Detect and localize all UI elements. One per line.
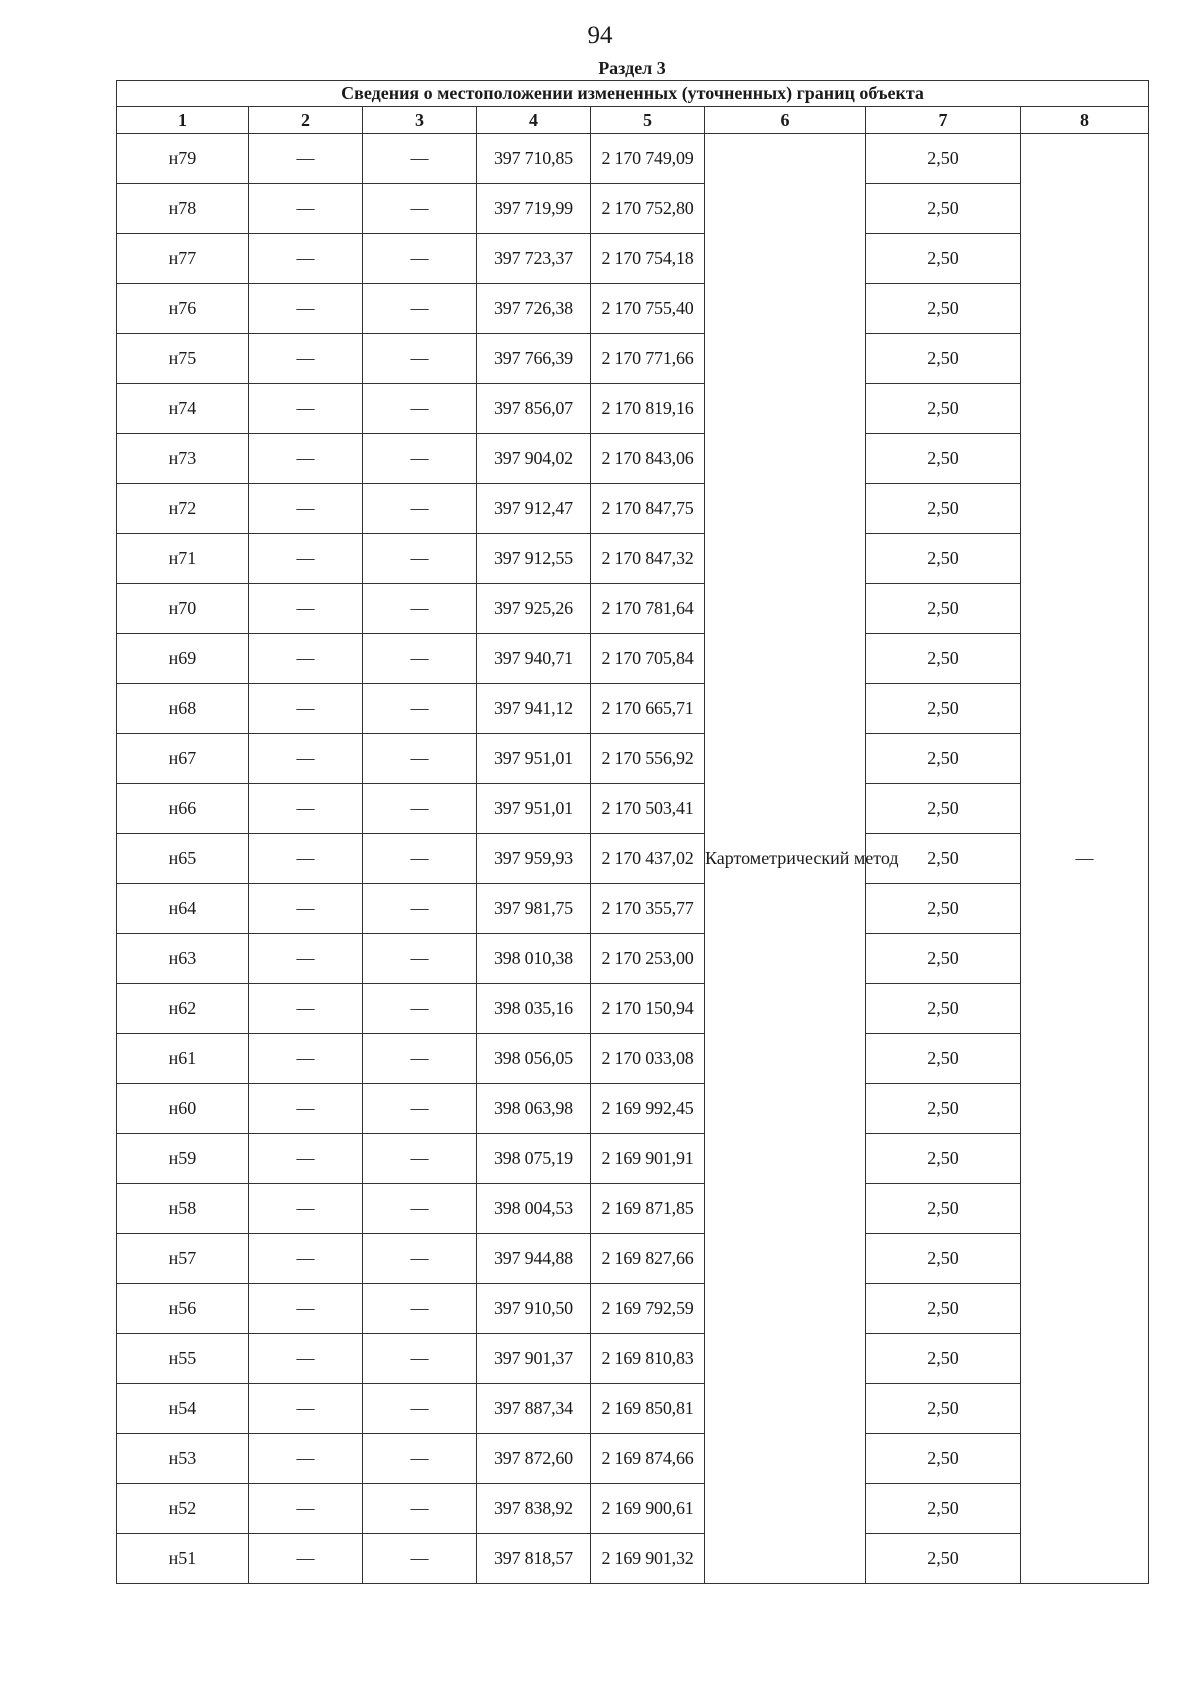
col2-value: — — [249, 934, 363, 984]
point-label: н76 — [117, 284, 249, 334]
x-coordinate: 397 818,57 — [477, 1534, 591, 1584]
x-coordinate: 398 004,53 — [477, 1184, 591, 1234]
table-row — [117, 1284, 1149, 1334]
table-row — [117, 1084, 1149, 1134]
y-coordinate: 2 169 850,81 — [591, 1384, 705, 1434]
point-label: н52 — [117, 1484, 249, 1534]
col2-value: — — [249, 334, 363, 384]
col2-value: — — [249, 484, 363, 534]
col7-value: 2,50 — [866, 1384, 1021, 1434]
y-coordinate: 2 169 827,66 — [591, 1234, 705, 1284]
x-coordinate: 397 726,38 — [477, 284, 591, 334]
table-row — [117, 884, 1149, 934]
col7-value: 2,50 — [866, 584, 1021, 634]
col3-value: — — [363, 1484, 477, 1534]
y-coordinate: 2 170 355,77 — [591, 884, 705, 934]
col3-value: — — [363, 134, 477, 184]
col3-value: — — [363, 734, 477, 784]
column-number: 5 — [591, 107, 705, 134]
point-label: н51 — [117, 1534, 249, 1584]
col2-value: — — [249, 434, 363, 484]
col2-value: — — [249, 534, 363, 584]
point-label: н71 — [117, 534, 249, 584]
x-coordinate: 397 719,99 — [477, 184, 591, 234]
table-row — [117, 134, 1149, 184]
y-coordinate: 2 170 253,00 — [591, 934, 705, 984]
page-number: 94 — [587, 22, 613, 49]
col2-value: — — [249, 1234, 363, 1284]
y-coordinate: 2 170 705,84 — [591, 634, 705, 684]
table-row — [117, 984, 1149, 1034]
x-coordinate: 398 035,16 — [477, 984, 591, 1034]
x-coordinate: 397 901,37 — [477, 1334, 591, 1384]
table-row — [117, 484, 1149, 534]
table-title: Сведения о местоположении измененных (уточненных) границ объекта — [117, 81, 1149, 107]
col7-value: 2,50 — [866, 1234, 1021, 1284]
y-coordinate: 2 169 900,61 — [591, 1484, 705, 1534]
col7-value: 2,50 — [866, 134, 1021, 184]
y-coordinate: 2 170 752,80 — [591, 184, 705, 234]
col3-value: — — [363, 1234, 477, 1284]
col3-value: — — [363, 784, 477, 834]
col3-value: — — [363, 1184, 477, 1234]
table-row — [117, 184, 1149, 234]
col2-value: — — [249, 684, 363, 734]
x-coordinate: 397 710,85 — [477, 134, 591, 184]
point-label: н64 — [117, 884, 249, 934]
col7-value: 2,50 — [866, 384, 1021, 434]
col7-value: 2,50 — [866, 1334, 1021, 1384]
y-coordinate: 2 169 810,83 — [591, 1334, 705, 1384]
col7-value: 2,50 — [866, 1034, 1021, 1084]
table-row — [117, 284, 1149, 334]
point-label: н55 — [117, 1334, 249, 1384]
table-row — [117, 1384, 1149, 1434]
col2-value: — — [249, 884, 363, 934]
x-coordinate: 397 951,01 — [477, 784, 591, 834]
y-coordinate: 2 170 847,32 — [591, 534, 705, 584]
table-row — [117, 584, 1149, 634]
column-number-row — [117, 107, 1149, 134]
col3-value: — — [363, 1334, 477, 1384]
col2-value: — — [249, 284, 363, 334]
col3-value: — — [363, 534, 477, 584]
col7-value: 2,50 — [866, 734, 1021, 784]
point-label: н65 — [117, 834, 249, 884]
table-row — [117, 834, 1149, 884]
col3-value: — — [363, 284, 477, 334]
col7-value: 2,50 — [866, 834, 1021, 884]
table-row — [117, 1034, 1149, 1084]
col2-value: — — [249, 834, 363, 884]
x-coordinate: 398 056,05 — [477, 1034, 591, 1084]
y-coordinate: 2 170 754,18 — [591, 234, 705, 284]
col7-value: 2,50 — [866, 784, 1021, 834]
y-coordinate: 2 170 781,64 — [591, 584, 705, 634]
col2-value: — — [249, 1534, 363, 1584]
column-number: 6 — [705, 107, 866, 134]
col3-value: — — [363, 684, 477, 734]
x-coordinate: 397 912,47 — [477, 484, 591, 534]
table-row — [117, 734, 1149, 784]
col7-value: 2,50 — [866, 1084, 1021, 1134]
y-coordinate: 2 169 792,59 — [591, 1284, 705, 1334]
col2-value: — — [249, 134, 363, 184]
col2-value: — — [249, 1484, 363, 1534]
table-row — [117, 334, 1149, 384]
table-row — [117, 1434, 1149, 1484]
col3-value: — — [363, 1534, 477, 1584]
x-coordinate: 397 944,88 — [477, 1234, 591, 1284]
point-label: н67 — [117, 734, 249, 784]
col7-value: 2,50 — [866, 1284, 1021, 1334]
column-number: 3 — [363, 107, 477, 134]
col7-value: 2,50 — [866, 234, 1021, 284]
col3-value: — — [363, 1434, 477, 1484]
x-coordinate: 397 940,71 — [477, 634, 591, 684]
col2-value: — — [249, 1034, 363, 1084]
point-label: н79 — [117, 134, 249, 184]
point-label: н69 — [117, 634, 249, 684]
x-coordinate: 397 887,34 — [477, 1384, 591, 1434]
point-label: н72 — [117, 484, 249, 534]
col7-value: 2,50 — [866, 984, 1021, 1034]
col7-value: 2,50 — [866, 684, 1021, 734]
y-coordinate: 2 170 843,06 — [591, 434, 705, 484]
table-row — [117, 1134, 1149, 1184]
table-row — [117, 234, 1149, 284]
point-label: н68 — [117, 684, 249, 734]
column-number: 4 — [477, 107, 591, 134]
table-row — [117, 1184, 1149, 1234]
col2-value: — — [249, 784, 363, 834]
column-number: 8 — [1021, 107, 1149, 134]
point-label: н61 — [117, 1034, 249, 1084]
col7-value: 2,50 — [866, 284, 1021, 334]
point-label: н66 — [117, 784, 249, 834]
x-coordinate: 398 010,38 — [477, 934, 591, 984]
col2-value: — — [249, 234, 363, 284]
point-label: н78 — [117, 184, 249, 234]
col2-value: — — [249, 1134, 363, 1184]
x-coordinate: 397 951,01 — [477, 734, 591, 784]
col7-value: 2,50 — [866, 334, 1021, 384]
point-label: н70 — [117, 584, 249, 634]
col7-value: 2,50 — [866, 1534, 1021, 1584]
x-coordinate: 397 904,02 — [477, 434, 591, 484]
table-row — [117, 1484, 1149, 1534]
table-row — [117, 784, 1149, 834]
column-number: 2 — [249, 107, 363, 134]
point-label: н58 — [117, 1184, 249, 1234]
point-label: н77 — [117, 234, 249, 284]
col3-value: — — [363, 584, 477, 634]
column-number: 7 — [866, 107, 1021, 134]
y-coordinate: 2 170 749,09 — [591, 134, 705, 184]
col3-value: — — [363, 434, 477, 484]
y-coordinate: 2 170 033,08 — [591, 1034, 705, 1084]
col7-value: 2,50 — [866, 534, 1021, 584]
x-coordinate: 397 723,37 — [477, 234, 591, 284]
col3-value: — — [363, 1384, 477, 1434]
col2-value: — — [249, 734, 363, 784]
col7-value: 2,50 — [866, 484, 1021, 534]
method-cell: Картометрический метод — [705, 134, 866, 1584]
table-row — [117, 934, 1149, 984]
point-label: н56 — [117, 1284, 249, 1334]
table-row — [117, 1234, 1149, 1284]
table-row — [117, 434, 1149, 484]
x-coordinate: 398 075,19 — [477, 1134, 591, 1184]
table-row — [117, 384, 1149, 434]
y-coordinate: 2 169 992,45 — [591, 1084, 705, 1134]
x-coordinate: 397 766,39 — [477, 334, 591, 384]
col3-value: — — [363, 884, 477, 934]
x-coordinate: 398 063,98 — [477, 1084, 591, 1134]
point-label: н62 — [117, 984, 249, 1034]
x-coordinate: 397 959,93 — [477, 834, 591, 884]
col2-value: — — [249, 1084, 363, 1134]
y-coordinate: 2 170 150,94 — [591, 984, 705, 1034]
col8-value: — — [1021, 134, 1149, 1584]
col7-value: 2,50 — [866, 1434, 1021, 1484]
point-label: н75 — [117, 334, 249, 384]
y-coordinate: 2 169 871,85 — [591, 1184, 705, 1234]
point-label: н53 — [117, 1434, 249, 1484]
y-coordinate: 2 170 437,02 — [591, 834, 705, 884]
col3-value: — — [363, 484, 477, 534]
x-coordinate: 397 910,50 — [477, 1284, 591, 1334]
col7-value: 2,50 — [866, 1184, 1021, 1234]
x-coordinate: 397 856,07 — [477, 384, 591, 434]
point-label: н63 — [117, 934, 249, 984]
col3-value: — — [363, 834, 477, 884]
table-row — [117, 684, 1149, 734]
col3-value: — — [363, 984, 477, 1034]
col2-value: — — [249, 1384, 363, 1434]
x-coordinate: 397 912,55 — [477, 534, 591, 584]
y-coordinate: 2 170 503,41 — [591, 784, 705, 834]
col2-value: — — [249, 384, 363, 434]
table-row — [117, 534, 1149, 584]
boundary-table — [116, 80, 1149, 1584]
section-title: Раздел 3 — [598, 58, 666, 78]
table-row — [117, 1334, 1149, 1384]
y-coordinate: 2 170 847,75 — [591, 484, 705, 534]
point-label: н57 — [117, 1234, 249, 1284]
y-coordinate: 2 169 901,91 — [591, 1134, 705, 1184]
col3-value: — — [363, 1084, 477, 1134]
col2-value: — — [249, 634, 363, 684]
col3-value: — — [363, 184, 477, 234]
col3-value: — — [363, 1134, 477, 1184]
col2-value: — — [249, 1434, 363, 1484]
point-label: н74 — [117, 384, 249, 434]
col3-value: — — [363, 234, 477, 284]
x-coordinate: 397 941,12 — [477, 684, 591, 734]
col2-value: — — [249, 1284, 363, 1334]
x-coordinate: 397 872,60 — [477, 1434, 591, 1484]
col7-value: 2,50 — [866, 1484, 1021, 1534]
col2-value: — — [249, 1184, 363, 1234]
x-coordinate: 397 981,75 — [477, 884, 591, 934]
col3-value: — — [363, 334, 477, 384]
col3-value: — — [363, 634, 477, 684]
col7-value: 2,50 — [866, 634, 1021, 684]
table-row — [117, 634, 1149, 684]
point-label: н60 — [117, 1084, 249, 1134]
column-number: 1 — [117, 107, 249, 134]
x-coordinate: 397 838,92 — [477, 1484, 591, 1534]
point-label: н54 — [117, 1384, 249, 1434]
x-coordinate: 397 925,26 — [477, 584, 591, 634]
col2-value: — — [249, 184, 363, 234]
y-coordinate: 2 169 901,32 — [591, 1534, 705, 1584]
col3-value: — — [363, 1284, 477, 1334]
point-label: н73 — [117, 434, 249, 484]
table-row — [117, 1534, 1149, 1584]
y-coordinate: 2 169 874,66 — [591, 1434, 705, 1484]
col7-value: 2,50 — [866, 1134, 1021, 1184]
col7-value: 2,50 — [866, 184, 1021, 234]
y-coordinate: 2 170 665,71 — [591, 684, 705, 734]
point-label: н59 — [117, 1134, 249, 1184]
col3-value: — — [363, 934, 477, 984]
col7-value: 2,50 — [866, 884, 1021, 934]
col2-value: — — [249, 984, 363, 1034]
col3-value: — — [363, 1034, 477, 1084]
col2-value: — — [249, 584, 363, 634]
col7-value: 2,50 — [866, 934, 1021, 984]
y-coordinate: 2 170 556,92 — [591, 734, 705, 784]
col3-value: — — [363, 384, 477, 434]
y-coordinate: 2 170 771,66 — [591, 334, 705, 384]
y-coordinate: 2 170 819,16 — [591, 384, 705, 434]
col7-value: 2,50 — [866, 434, 1021, 484]
col2-value: — — [249, 1334, 363, 1384]
y-coordinate: 2 170 755,40 — [591, 284, 705, 334]
